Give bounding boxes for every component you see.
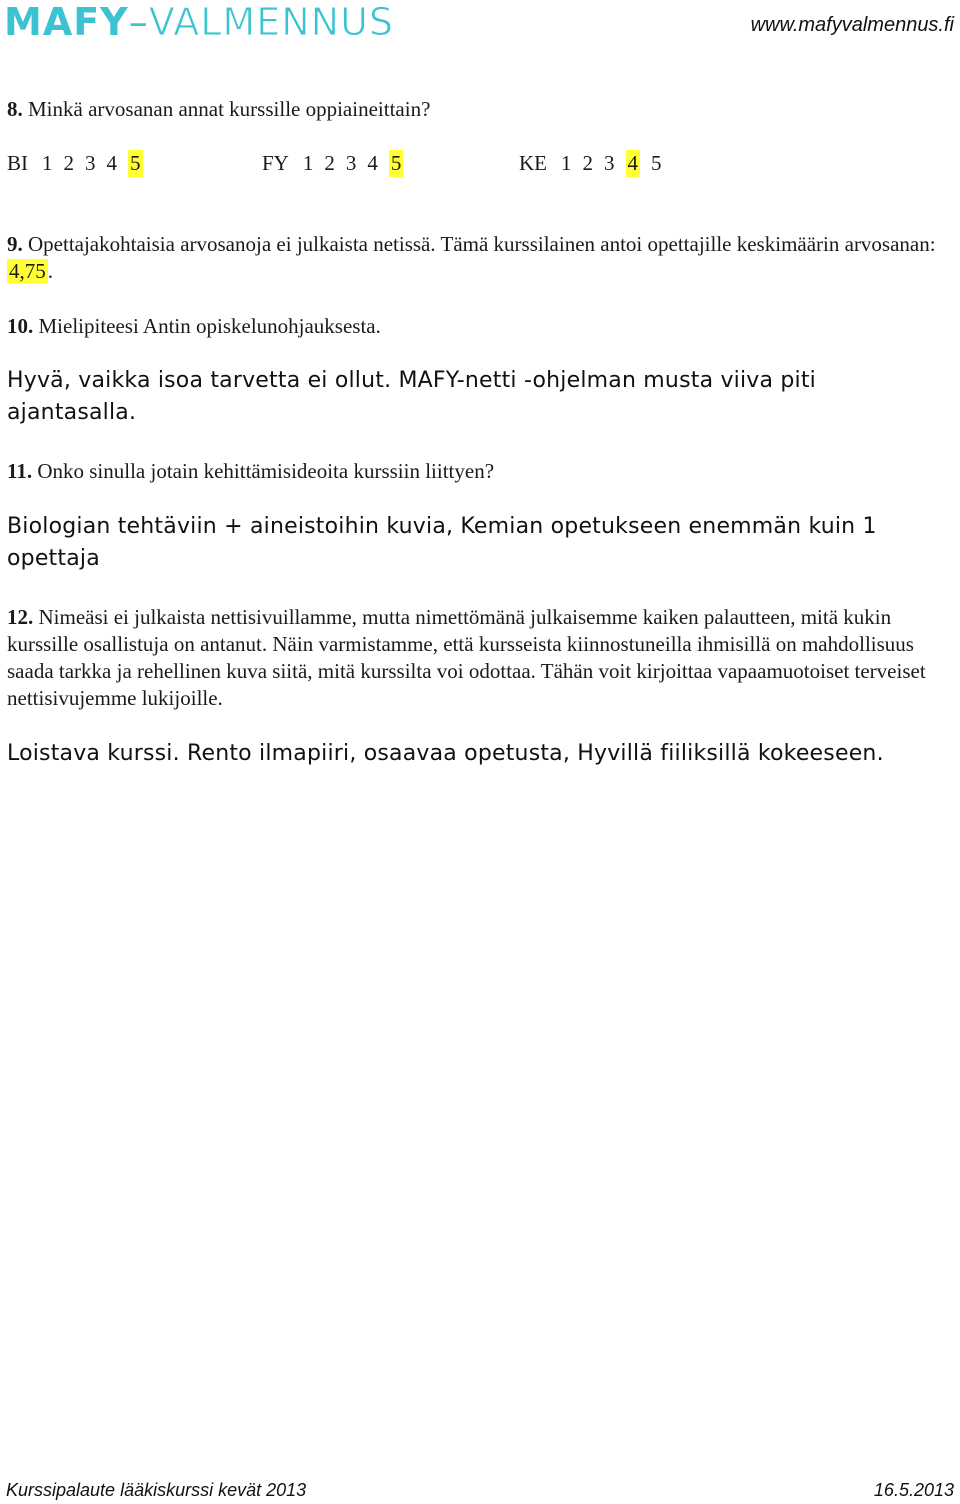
question-10 <box>7 313 955 340</box>
question-10-number: 10. <box>7 314 34 338</box>
mafy-valmennus-logo <box>4 0 394 44</box>
grade-group-fy <box>262 150 414 177</box>
question-8-text: Minkä arvosanan annat kurssille oppiaineittain? <box>22 97 431 121</box>
grade-option-selected: 4 <box>627 151 638 175</box>
answer-11: Biologian tehtäviin + aineistoihin kuvia, Kemian opetukseen enemmän kuin 1 opettaja <box>7 514 877 571</box>
grade-option: 1 <box>42 151 53 175</box>
question-11 <box>7 458 955 485</box>
question-8 <box>7 96 955 123</box>
grade-subject: BI <box>7 151 28 175</box>
grade-option: 1 <box>561 151 572 175</box>
grade-group-bi <box>7 150 154 177</box>
question-9-text: Opettajakohtaisia arvosanoja ei julkaista netissä. Tämä kurssilainen antoi opettajille keskimäärin arvosanan: <box>22 232 936 256</box>
grade-option: 3 <box>85 151 96 175</box>
question-9-end: . <box>47 259 53 283</box>
grade-option-selected: 5 <box>390 151 402 175</box>
question-10-text: Mielipiteesi Antin opiskelunohjauksesta. <box>33 314 381 338</box>
grade-group-ke <box>519 150 673 177</box>
grade-option: 2 <box>582 151 593 175</box>
logo-mafy-text: MAFY <box>4 0 129 44</box>
answer-12: Loistava kurssi. Rento ilmapiiri, osaavaa opetusta, Hyvillä fiiliksillä kokeeseen. <box>7 741 884 766</box>
question-12 <box>7 604 955 712</box>
grade-option: 3 <box>604 151 615 175</box>
question-12-text: Nimeäsi ei julkaista nettisivuillamme, mutta nimettömänä julkaisemme kaiken palautteen, mitä kukin kurssille osallistuja on antanut. Näin varmistamme, että kursseista kiinnostuneilla ihmisillä on mahdollisuus saada tarkka ja rehellinen kuva siitä, mitä kurssilta voi odottaa. Tähän voit kirjoittaa vapaamuotoiset terveiset nettisivujemme lukijoille. <box>7 605 926 710</box>
question-11-number: 11. <box>7 459 33 483</box>
footer-date: 16.5.2013 <box>873 1480 954 1500</box>
grade-option-selected: 5 <box>130 151 141 175</box>
question-8-number: 8. <box>7 97 23 121</box>
average-grade-value: 4,75 <box>9 259 46 283</box>
question-12-number: 12. <box>7 605 34 629</box>
grade-option: 1 <box>302 151 314 175</box>
footer-title: Kurssipalaute lääkiskurssi kevät 2013 <box>6 1480 307 1500</box>
grade-option: 3 <box>345 151 357 175</box>
grade-option: 2 <box>324 151 335 175</box>
grade-subject: KE <box>519 151 547 175</box>
logo-valmennus-text: VALMENNUS <box>148 0 395 44</box>
grade-option: 4 <box>106 151 117 175</box>
grade-option: 2 <box>63 151 74 175</box>
site-url: www.mafyvalmennus.fi <box>750 14 954 36</box>
question-11-text: Onko sinulla jotain kehittämisideoita kurssiin liittyen? <box>32 459 495 483</box>
grade-subject: FY <box>262 151 289 175</box>
logo-dash: – <box>128 0 149 44</box>
grade-option: 5 <box>651 151 662 175</box>
question-9 <box>7 231 955 285</box>
answer-10: Hyvä, vaikka isoa tarvetta ei ollut. MAFY-netti -ohjelman musta viiva piti ajantasalla. <box>7 368 816 425</box>
grade-option: 4 <box>367 151 378 175</box>
question-9-number: 9. <box>7 232 23 256</box>
